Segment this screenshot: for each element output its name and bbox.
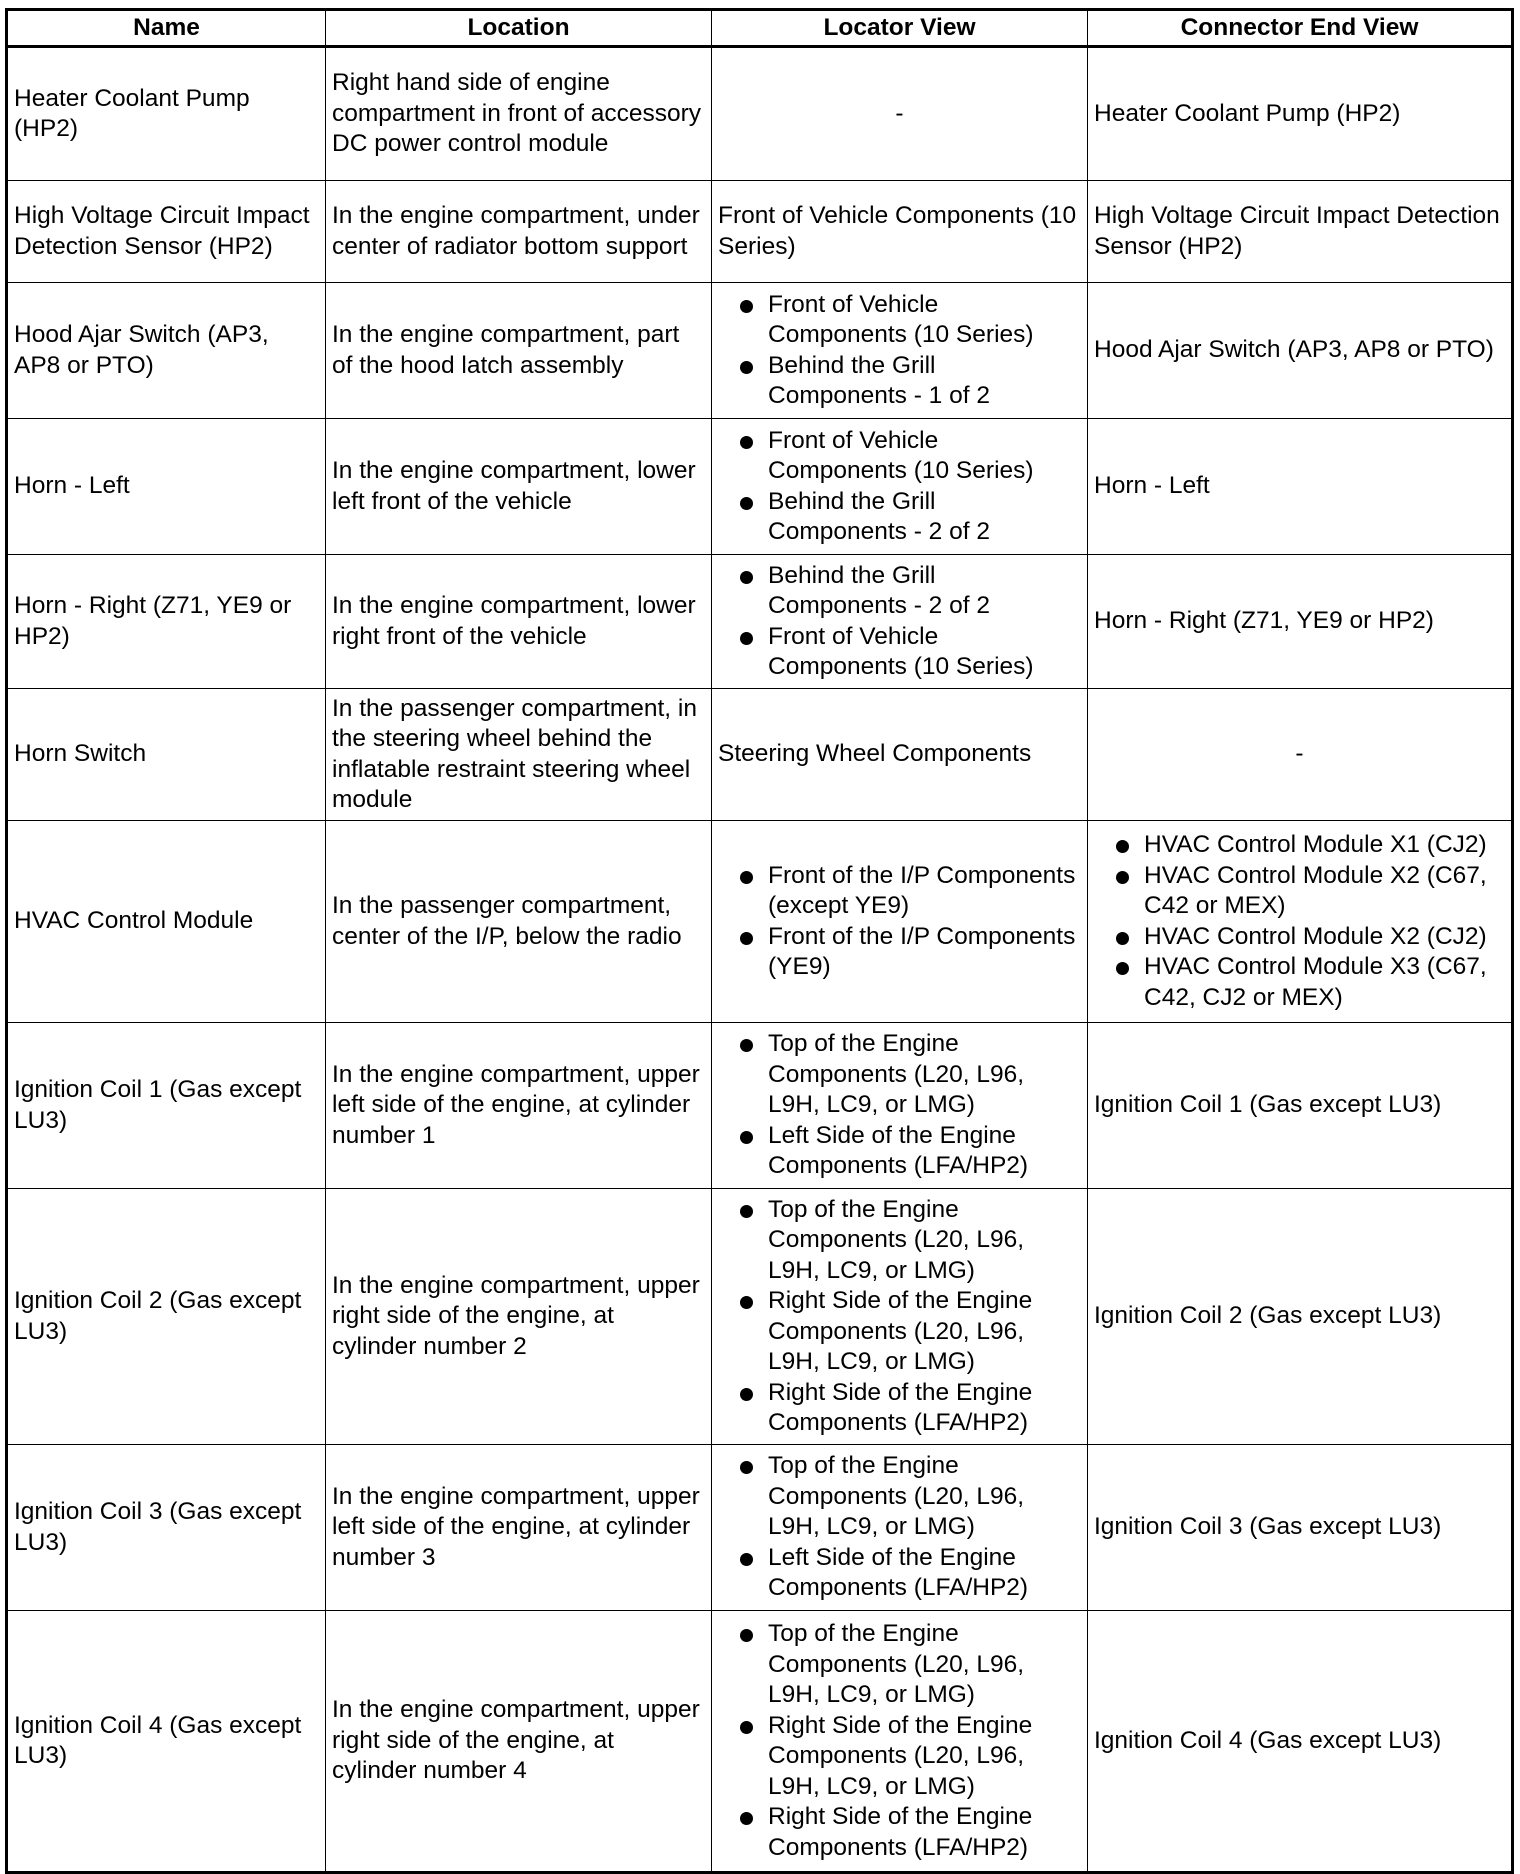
cell-location: In the engine compartment, part of the hood latch assembly <box>326 283 712 419</box>
cell-locator-view <box>712 821 1088 1023</box>
table-row <box>7 1611 1513 1873</box>
table-row <box>7 283 1513 419</box>
component-locator-table <box>5 8 1514 1874</box>
cell-name: Ignition Coil 3 (Gas except LU3) <box>7 1445 326 1611</box>
bullet-item: Front of Vehicle Components (10 Series) <box>718 426 1081 487</box>
table-row <box>7 47 1513 181</box>
cell-name: Horn Switch <box>7 689 326 821</box>
cell-location: In the engine compartment, lower right front of the vehicle <box>326 555 712 689</box>
cell-connector-end-view: Hood Ajar Switch (AP3, AP8 or PTO) <box>1088 283 1513 419</box>
bullet-item: Right Side of the Engine Components (L20, L96, L9H, LC9, or LMG) <box>718 1286 1081 1378</box>
cell-connector-end-view: Heater Coolant Pump (HP2) <box>1088 47 1513 181</box>
cell-locator-view <box>712 1189 1088 1445</box>
bullet-item: Left Side of the Engine Components (LFA/HP2) <box>718 1121 1081 1182</box>
bullet-item: Top of the Engine Components (L20, L96, L9H, LC9, or LMG) <box>718 1029 1081 1121</box>
cell-name: Heater Coolant Pump (HP2) <box>7 47 326 181</box>
bullet-item: Top of the Engine Components (L20, L96, L9H, LC9, or LMG) <box>718 1619 1081 1711</box>
cell-name: Ignition Coil 1 (Gas except LU3) <box>7 1023 326 1189</box>
cell-locator-view-list <box>718 861 1081 983</box>
table-row <box>7 181 1513 283</box>
cell-locator-view <box>712 1445 1088 1611</box>
cell-locator-view: Front of Vehicle Components (10 Series) <box>712 181 1088 283</box>
cell-location: Right hand side of engine compartment in front of accessory DC power control module <box>326 47 712 181</box>
table-row <box>7 1023 1513 1189</box>
cell-name: Horn - Right (Z71, YE9 or HP2) <box>7 555 326 689</box>
bullet-item: Top of the Engine Components (L20, L96, L9H, LC9, or LMG) <box>718 1451 1081 1543</box>
cell-locator-view: - <box>712 47 1088 181</box>
cell-connector-end-view: Ignition Coil 1 (Gas except LU3) <box>1088 1023 1513 1189</box>
cell-connector-end-view: High Voltage Circuit Impact Detection Sensor (HP2) <box>1088 181 1513 283</box>
bullet-item: Right Side of the Engine Components (LFA/HP2) <box>718 1378 1081 1439</box>
cell-location: In the engine compartment, lower left front of the vehicle <box>326 419 712 555</box>
cell-locator-view-list <box>718 561 1081 683</box>
bullet-item: Front of the I/P Components (YE9) <box>718 922 1081 983</box>
header-name: Name <box>7 10 326 47</box>
cell-location: In the engine compartment, upper right side of the engine, at cylinder number 4 <box>326 1611 712 1873</box>
cell-locator-view-list <box>718 1195 1081 1439</box>
cell-location: In the engine compartment, upper left side of the engine, at cylinder number 3 <box>326 1445 712 1611</box>
bullet-item: Front of Vehicle Components (10 Series) <box>718 622 1081 683</box>
cell-connector-end-view: Ignition Coil 2 (Gas except LU3) <box>1088 1189 1513 1445</box>
bullet-item: HVAC Control Module X3 (C67, C42, CJ2 or MEX) <box>1094 952 1505 1013</box>
cell-connector-end-view: - <box>1088 689 1513 821</box>
cell-name: Ignition Coil 4 (Gas except LU3) <box>7 1611 326 1873</box>
bullet-item: Behind the Grill Components - 1 of 2 <box>718 351 1081 412</box>
table-row <box>7 821 1513 1023</box>
bullet-item: Right Side of the Engine Components (LFA/HP2) <box>718 1802 1081 1863</box>
cell-connector-end-view: Horn - Right (Z71, YE9 or HP2) <box>1088 555 1513 689</box>
cell-location: In the passenger compartment, in the steering wheel behind the inflatable restraint steering wheel module <box>326 689 712 821</box>
cell-location: In the engine compartment, upper right side of the engine, at cylinder number 2 <box>326 1189 712 1445</box>
cell-locator-view <box>712 555 1088 689</box>
cell-locator-view: Steering Wheel Components <box>712 689 1088 821</box>
cell-locator-view <box>712 1611 1088 1873</box>
header-location: Location <box>326 10 712 47</box>
cell-location: In the engine compartment, upper left side of the engine, at cylinder number 1 <box>326 1023 712 1189</box>
header-connector-end-view: Connector End View <box>1088 10 1513 47</box>
table-row <box>7 555 1513 689</box>
header-row <box>7 10 1513 47</box>
cell-name: HVAC Control Module <box>7 821 326 1023</box>
header-locator-view: Locator View <box>712 10 1088 47</box>
cell-locator-view-list <box>718 426 1081 548</box>
cell-locator-view <box>712 1023 1088 1189</box>
cell-connector-end-view: Horn - Left <box>1088 419 1513 555</box>
bullet-item: Right Side of the Engine Components (L20, L96, L9H, LC9, or LMG) <box>718 1711 1081 1803</box>
table-row <box>7 1445 1513 1611</box>
cell-location: In the engine compartment, under center of radiator bottom support <box>326 181 712 283</box>
cell-locator-view-list <box>718 290 1081 412</box>
table-row <box>7 689 1513 821</box>
cell-locator-view <box>712 419 1088 555</box>
cell-name: Horn - Left <box>7 419 326 555</box>
cell-connector-end-view <box>1088 821 1513 1023</box>
bullet-item: Left Side of the Engine Components (LFA/HP2) <box>718 1543 1081 1604</box>
table-row <box>7 1189 1513 1445</box>
table-body <box>7 47 1513 1873</box>
cell-locator-view <box>712 283 1088 419</box>
cell-locator-view-list <box>718 1029 1081 1182</box>
cell-connector-end-view: Ignition Coil 4 (Gas except LU3) <box>1088 1611 1513 1873</box>
bullet-item: Front of Vehicle Components (10 Series) <box>718 290 1081 351</box>
cell-connector-end-view: Ignition Coil 3 (Gas except LU3) <box>1088 1445 1513 1611</box>
cell-location: In the passenger compartment, center of the I/P, below the radio <box>326 821 712 1023</box>
bullet-item: HVAC Control Module X1 (CJ2) <box>1094 830 1505 861</box>
cell-locator-view-list <box>718 1619 1081 1863</box>
bullet-item: Top of the Engine Components (L20, L96, L9H, LC9, or LMG) <box>718 1195 1081 1287</box>
bullet-item: HVAC Control Module X2 (CJ2) <box>1094 922 1505 953</box>
bullet-item: Behind the Grill Components - 2 of 2 <box>718 487 1081 548</box>
cell-name: Ignition Coil 2 (Gas except LU3) <box>7 1189 326 1445</box>
bullet-item: Front of the I/P Components (except YE9) <box>718 861 1081 922</box>
table-row <box>7 419 1513 555</box>
cell-name: Hood Ajar Switch (AP3, AP8 or PTO) <box>7 283 326 419</box>
cell-locator-view-list <box>718 1451 1081 1604</box>
bullet-item: HVAC Control Module X2 (C67, C42 or MEX) <box>1094 861 1505 922</box>
cell-connector-end-view-list <box>1094 830 1505 1013</box>
cell-name: High Voltage Circuit Impact Detection Sensor (HP2) <box>7 181 326 283</box>
bullet-item: Behind the Grill Components - 2 of 2 <box>718 561 1081 622</box>
